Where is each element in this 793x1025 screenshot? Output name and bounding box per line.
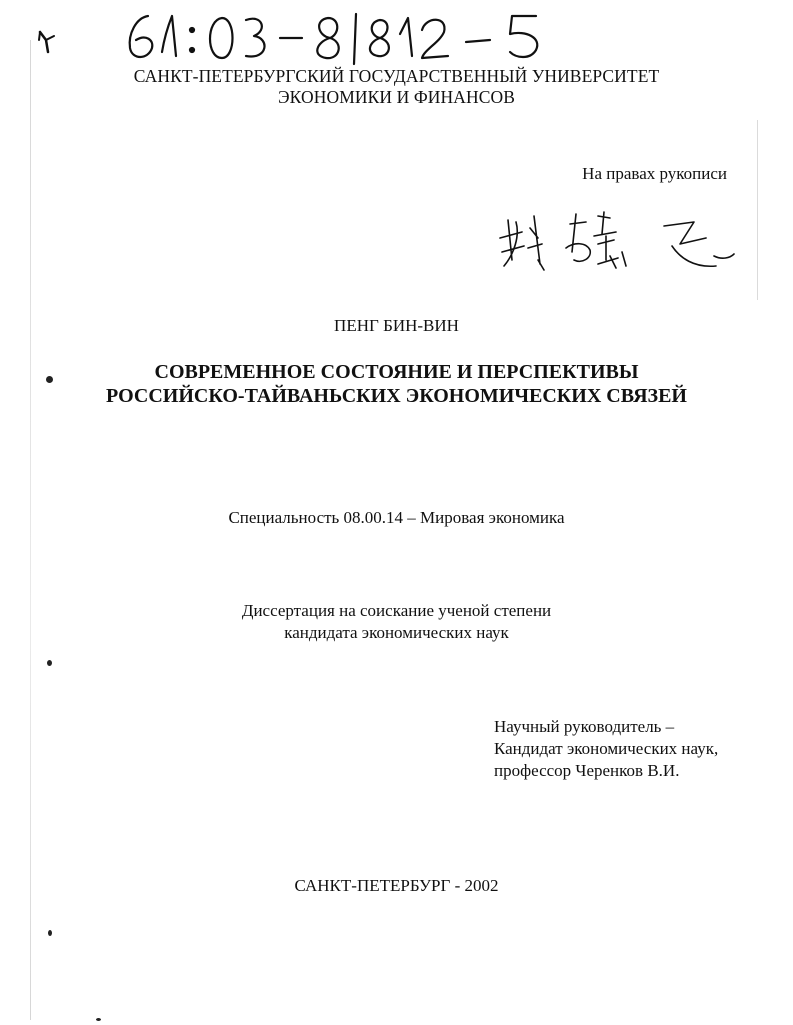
advisor-line-2: Кандидат экономических наук, <box>494 739 719 758</box>
title-line-1: СОВРЕМЕННОЕ СОСТОЯНИЕ И ПЕРСПЕКТИВЫ <box>154 361 639 383</box>
degree-line-1: Диссертация на соискание ученой степени <box>241 601 552 620</box>
advisor-line-3: профессор Черенков В.И. <box>494 761 680 780</box>
city-year: САНКТ-ПЕТЕРБУРГ - 2002 <box>294 876 499 895</box>
university-line-2: ЭКОНОМИКИ И ФИНАНСОВ <box>278 87 515 107</box>
archive-code-handwriting <box>118 4 568 66</box>
advisor-line-1: Научный руководитель – <box>494 717 675 736</box>
university-name <box>0 66 793 108</box>
university-line-1: САНКТ-ПЕТЕРБУРГСКИЙ ГОСУДАРСТВЕННЫЙ УНИВЕРСИТЕТ <box>133 66 660 86</box>
degree-line-2: кандидата экономических наук <box>284 623 509 642</box>
author-name: ПЕНГ БИН-ВИН <box>334 316 459 335</box>
scan-speck <box>48 930 52 936</box>
degree-statement <box>0 600 793 644</box>
scientific-advisor <box>494 716 718 782</box>
handwritten-archive-code <box>118 4 568 66</box>
scan-right-line <box>757 120 758 300</box>
scan-margin-line <box>30 40 31 1020</box>
specialty: Специальность 08.00.14 – Мировая экономика <box>228 508 565 527</box>
title-line-2: РОССИЙСКО-ТАЙВАНЬСКИХ ЭКОНОМИЧЕСКИХ СВЯЗЕЙ <box>106 385 687 407</box>
dissertation-title <box>0 360 793 408</box>
scan-speck <box>47 660 52 666</box>
author-signature <box>494 208 744 280</box>
rights-note: На правах рукописи <box>582 164 727 183</box>
scan-speck <box>96 1018 101 1021</box>
arrow-mark-icon <box>36 28 58 54</box>
